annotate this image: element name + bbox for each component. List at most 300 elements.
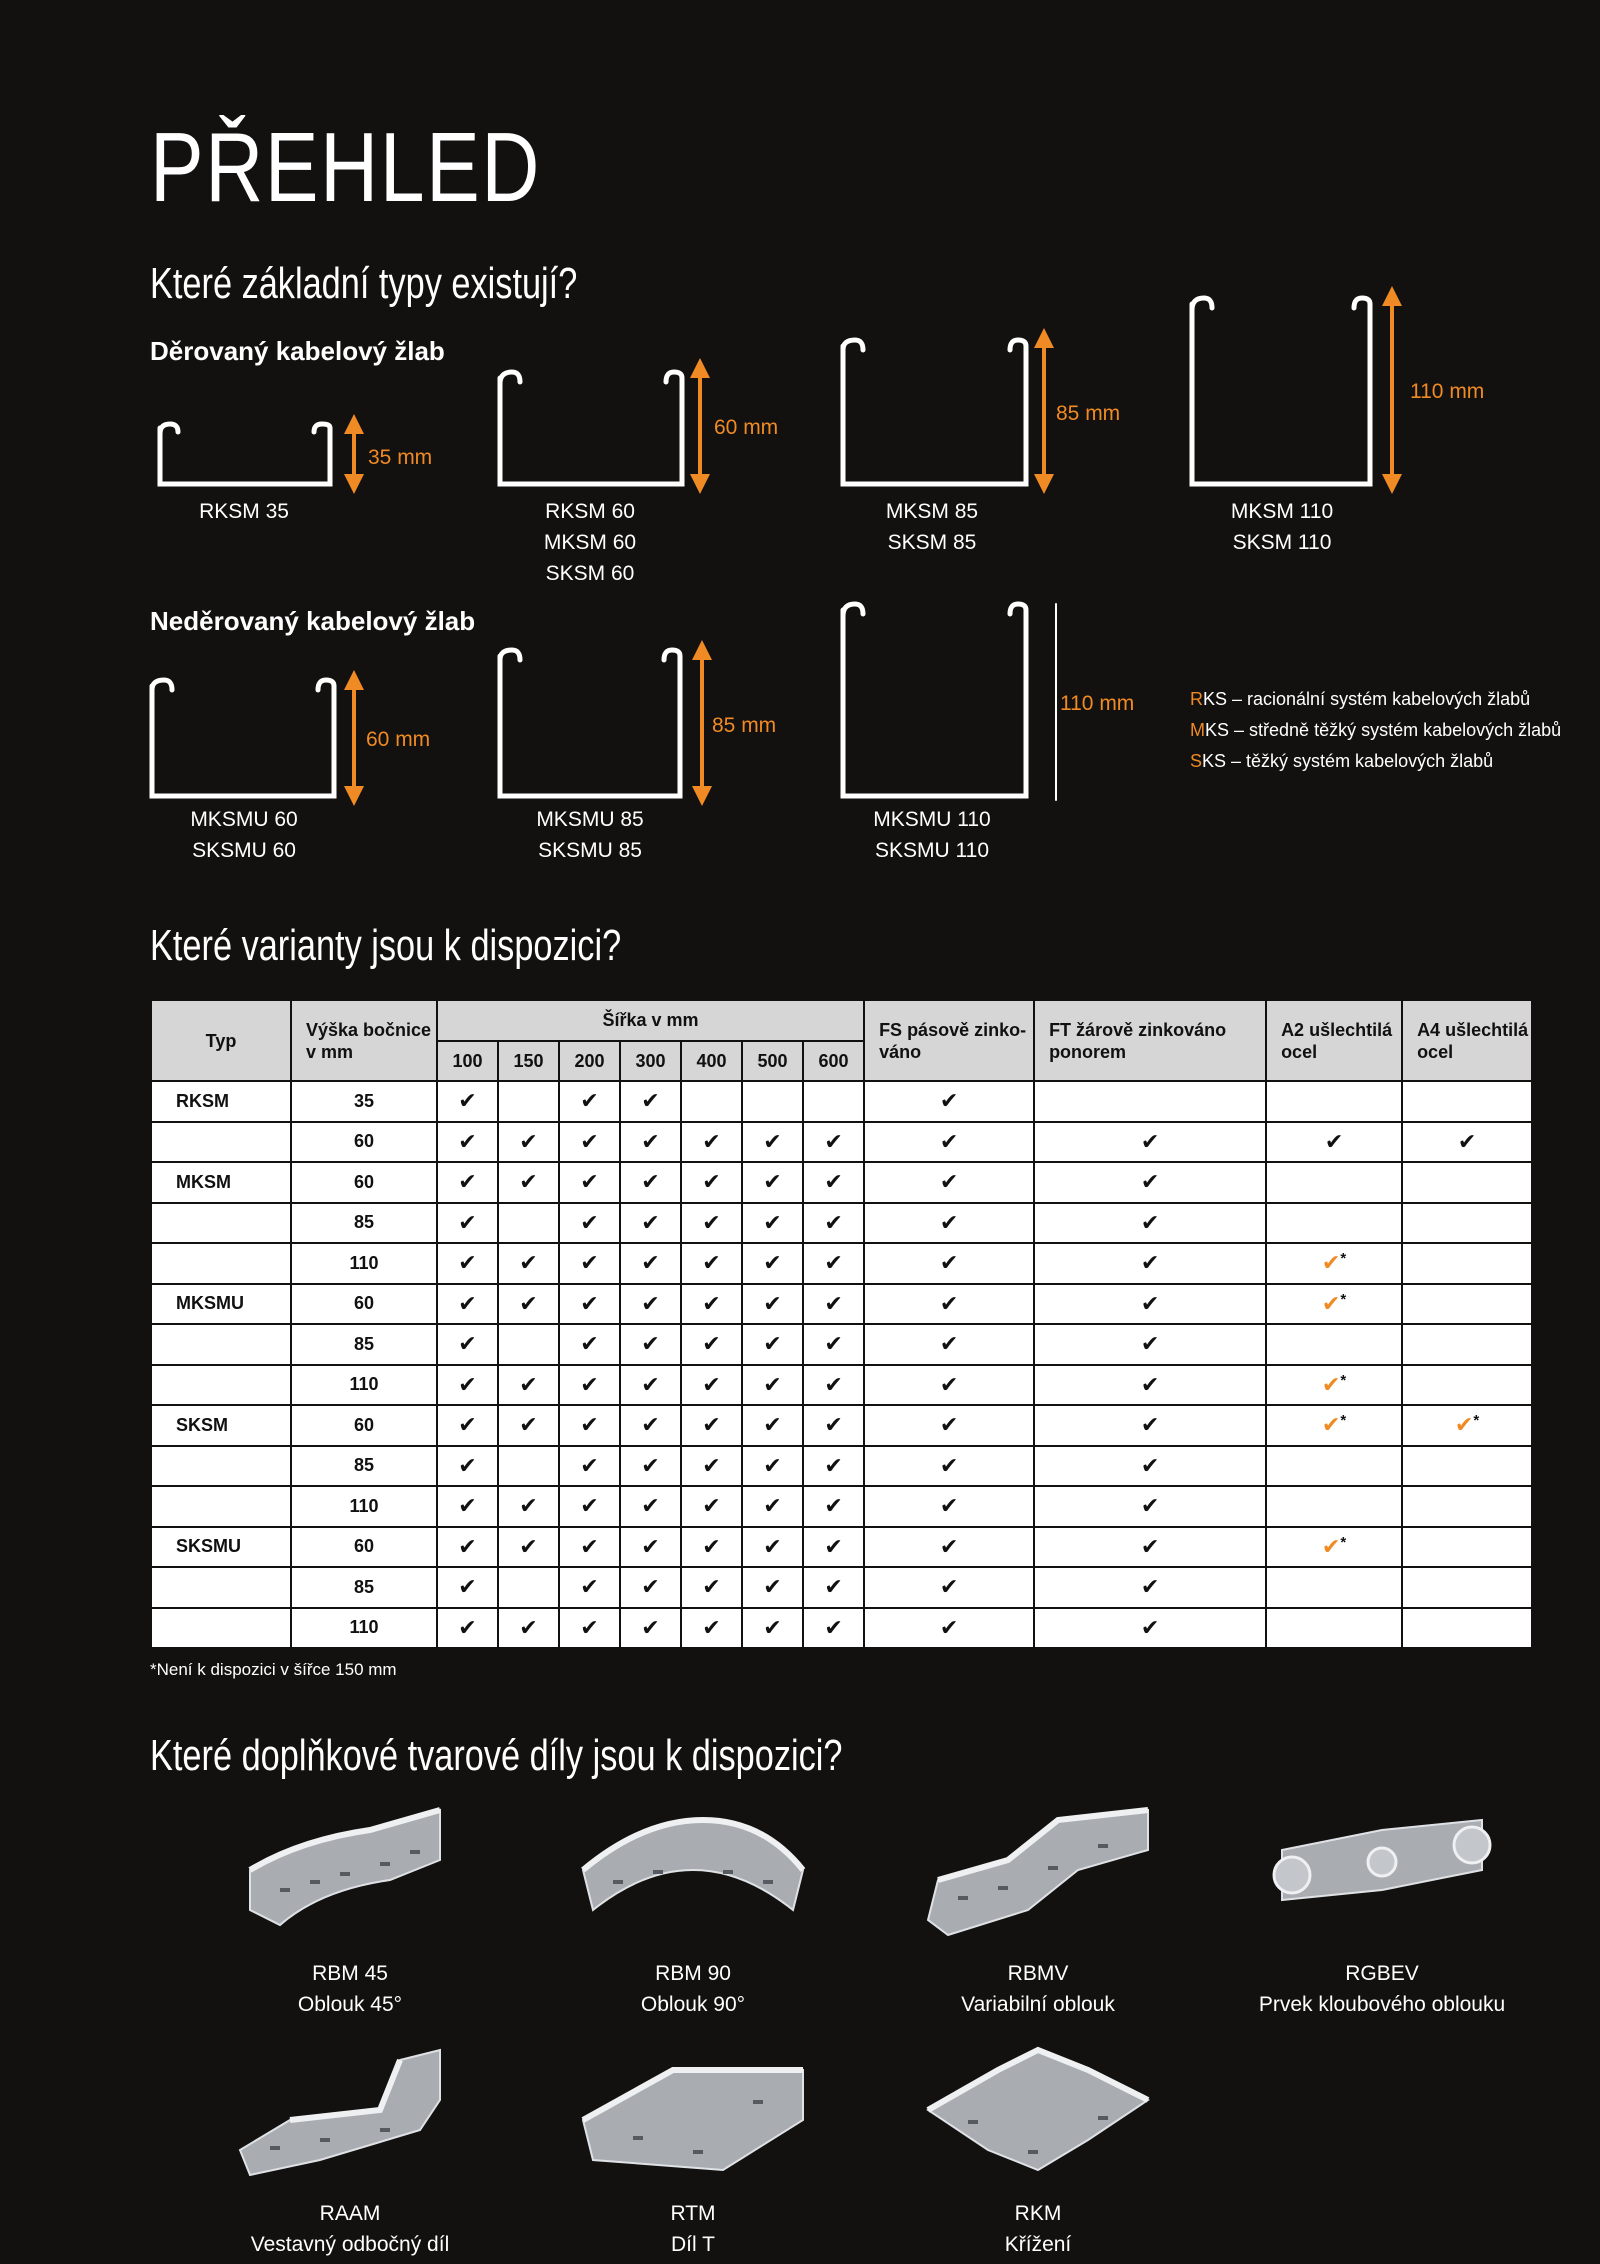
dim-60: 60 mm	[714, 416, 779, 439]
check-icon: ✔	[1140, 1574, 1160, 1600]
profile-label: RKSM 35	[199, 500, 289, 523]
width-cell	[620, 1081, 681, 1122]
check-icon: ✔	[824, 1493, 843, 1519]
col-a4: A4 ušlechtilá ocel	[1402, 1000, 1532, 1081]
check-icon: ✔	[641, 1412, 660, 1438]
width-cell	[803, 1081, 864, 1122]
row-height: 60	[291, 1122, 437, 1163]
part-rkm: RKM Křížení	[868, 2040, 1208, 2260]
dim-u110: 110 mm	[1060, 692, 1135, 715]
a4-cell	[1402, 1608, 1532, 1649]
a4-cell	[1402, 1527, 1532, 1568]
a2-cell	[1266, 1567, 1402, 1608]
check-icon: ✔	[1140, 1331, 1160, 1357]
a2-cell	[1266, 1162, 1402, 1203]
a4-cell	[1402, 1122, 1532, 1163]
width-cell	[803, 1243, 864, 1284]
ft-cell	[1034, 1527, 1266, 1568]
bend-45-icon	[240, 1800, 460, 1940]
width-cell	[498, 1446, 559, 1487]
row-height: 110	[291, 1608, 437, 1649]
check-icon: ✔	[458, 1574, 477, 1600]
width-cell	[559, 1162, 620, 1203]
part-rbm90: RBM 90 Oblouk 90°	[523, 1800, 863, 2020]
row-height: 60	[291, 1405, 437, 1446]
width-cell	[620, 1608, 681, 1649]
fs-cell	[864, 1243, 1034, 1284]
check-icon: ✔	[580, 1412, 599, 1438]
types-heading: Které základní typy existují?	[150, 259, 578, 308]
check-icon: ✔	[763, 1452, 782, 1478]
row-height: 85	[291, 1324, 437, 1365]
width-cell	[742, 1608, 803, 1649]
check-icon: ✔	[939, 1250, 959, 1276]
check-icon: ✔	[763, 1371, 782, 1397]
fs-cell	[864, 1608, 1034, 1649]
width-cell	[681, 1567, 742, 1608]
width-cell	[498, 1081, 559, 1122]
check-icon: ✔	[458, 1371, 477, 1397]
table-row	[151, 1203, 1532, 1244]
check-icon: ✔	[702, 1574, 721, 1600]
width-cell	[620, 1122, 681, 1163]
width-cell	[498, 1365, 559, 1406]
width-cell	[437, 1162, 498, 1203]
width-cell	[559, 1081, 620, 1122]
width-cell	[742, 1122, 803, 1163]
width-cell	[437, 1365, 498, 1406]
check-icon: ✔	[824, 1574, 843, 1600]
a4-cell	[1402, 1081, 1532, 1122]
profile-label: RKSM 60 MKSM 60 SKSM 60	[543, 500, 637, 585]
row-height: 85	[291, 1203, 437, 1244]
part-rtm: RTM Díl T	[523, 2040, 863, 2260]
width-cell	[681, 1527, 742, 1568]
a4-cell	[1402, 1567, 1532, 1608]
width-cell	[742, 1243, 803, 1284]
table-row	[151, 1081, 1532, 1122]
col-width-500: 500	[742, 1041, 803, 1082]
width-cell	[559, 1122, 620, 1163]
check-icon: ✔	[702, 1290, 721, 1316]
check-icon: ✔	[641, 1088, 660, 1114]
width-cell	[742, 1527, 803, 1568]
width-cell	[803, 1527, 864, 1568]
check-icon: ✔	[519, 1128, 538, 1154]
a2-cell	[1266, 1203, 1402, 1244]
type-legend: RKS – racionální systém kabelových žlabů MKS – středně těžký systém kabelových žlabů SKS – těžký systém kabelových žlabů	[1190, 689, 1562, 771]
width-cell	[559, 1486, 620, 1527]
width-cell	[803, 1324, 864, 1365]
a2-cell	[1266, 1122, 1402, 1163]
check-icon: ✔	[641, 1169, 660, 1195]
check-icon: ✔	[763, 1574, 782, 1600]
row-height: 110	[291, 1486, 437, 1527]
a4-cell	[1402, 1446, 1532, 1487]
dim-35: 35 mm	[368, 446, 433, 469]
check-icon: ✔	[702, 1209, 721, 1235]
check-icon: ✔	[702, 1452, 721, 1478]
check-icon: ✔	[939, 1128, 959, 1154]
check-icon: ✔	[1140, 1209, 1160, 1235]
check-icon: ✔	[458, 1452, 477, 1478]
cross-piece-icon	[918, 2040, 1158, 2180]
check-icon: ✔	[641, 1250, 660, 1276]
check-icon: ✔	[519, 1412, 538, 1438]
check-icon: ✔	[519, 1290, 538, 1316]
asterisk-mark: *	[1473, 1412, 1480, 1430]
a4-cell	[1402, 1162, 1532, 1203]
check-icon: ✔	[1457, 1128, 1477, 1154]
check-icon: ✔	[824, 1250, 843, 1276]
a2-cell	[1266, 1365, 1402, 1406]
col-height: Výška bočnice v mm	[291, 1000, 437, 1081]
width-cell	[620, 1405, 681, 1446]
width-cell	[742, 1284, 803, 1325]
width-cell	[681, 1243, 742, 1284]
check-icon: ✔	[458, 1250, 477, 1276]
fs-cell	[864, 1365, 1034, 1406]
ft-cell	[1034, 1324, 1266, 1365]
fs-cell	[864, 1122, 1034, 1163]
row-type	[151, 1365, 291, 1406]
parts-heading: Které doplňkové tvarové díly jsou k dispozici?	[150, 1731, 843, 1780]
fs-cell	[864, 1324, 1034, 1365]
check-icon: ✔	[824, 1128, 843, 1154]
width-cell	[498, 1122, 559, 1163]
check-icon: ✔	[939, 1614, 959, 1640]
check-icon: ✔	[1140, 1452, 1160, 1478]
col-width-600: 600	[803, 1041, 864, 1082]
width-cell	[803, 1446, 864, 1487]
fs-cell	[864, 1203, 1034, 1244]
width-cell	[803, 1608, 864, 1649]
check-icon: ✔	[702, 1331, 721, 1357]
row-height: 85	[291, 1567, 437, 1608]
a4-cell	[1402, 1203, 1532, 1244]
width-cell	[437, 1284, 498, 1325]
fs-cell	[864, 1405, 1034, 1446]
width-cell	[620, 1324, 681, 1365]
col-ft: FT žárově zinkováno ponorem	[1034, 1000, 1266, 1081]
check-icon: ✔	[519, 1493, 538, 1519]
ft-cell	[1034, 1567, 1266, 1608]
check-icon: ✔	[641, 1533, 660, 1559]
table-row	[151, 1243, 1532, 1284]
check-icon: ✔	[824, 1331, 843, 1357]
check-icon: ✔	[641, 1371, 660, 1397]
profile-label: MKSM 85 SKSM 85	[885, 500, 979, 554]
variants-heading: Které varianty jsou k dispozici?	[150, 921, 622, 970]
a2-cell	[1266, 1446, 1402, 1487]
profile-mksm85	[843, 340, 1026, 484]
dim-85: 85 mm	[1056, 402, 1121, 425]
width-cell	[803, 1122, 864, 1163]
width-cell	[742, 1446, 803, 1487]
profile-label: MKSMU 110 SKSMU 110	[873, 808, 991, 862]
width-cell	[559, 1405, 620, 1446]
profile-mksmu110	[843, 604, 1026, 796]
col-width-200: 200	[559, 1041, 620, 1082]
check-icon: ✔	[580, 1493, 599, 1519]
check-icon: ✔	[519, 1250, 538, 1276]
width-cell	[803, 1567, 864, 1608]
width-cell	[498, 1567, 559, 1608]
table-row	[151, 1405, 1532, 1446]
profile-label: MKSMU 60 SKSMU 60	[190, 808, 298, 862]
col-width: Šířka v mm	[437, 1000, 864, 1041]
check-icon: ✔	[580, 1574, 599, 1600]
width-cell	[620, 1567, 681, 1608]
page-title: PŘEHLED	[150, 112, 542, 222]
tee-piece-icon	[573, 2040, 813, 2180]
check-icon: ✔	[763, 1209, 782, 1235]
width-cell	[498, 1324, 559, 1365]
ft-cell	[1034, 1608, 1266, 1649]
width-cell	[437, 1243, 498, 1284]
profile-rksm35	[160, 424, 330, 484]
check-icon: ✔	[939, 1533, 959, 1559]
row-height: 60	[291, 1284, 437, 1325]
row-type: RKSM	[151, 1081, 291, 1122]
a2-cell	[1266, 1486, 1402, 1527]
dim-u60: 60 mm	[366, 728, 431, 751]
variable-bend-icon	[918, 1800, 1158, 1940]
check-icon: ✔	[1321, 1412, 1341, 1438]
table-row	[151, 1162, 1532, 1203]
check-icon: ✔	[519, 1533, 538, 1559]
fs-cell	[864, 1527, 1034, 1568]
width-cell	[620, 1203, 681, 1244]
a2-cell	[1266, 1324, 1402, 1365]
check-icon: ✔	[1321, 1533, 1341, 1559]
check-icon: ✔	[641, 1128, 660, 1154]
check-icon: ✔	[939, 1574, 959, 1600]
check-icon: ✔	[939, 1412, 959, 1438]
check-icon: ✔	[458, 1169, 477, 1195]
ft-cell	[1034, 1122, 1266, 1163]
non-perforated-heading: Neděrovaný kabelový žlab	[150, 606, 476, 636]
width-cell	[559, 1284, 620, 1325]
width-cell	[498, 1243, 559, 1284]
a4-cell	[1402, 1284, 1532, 1325]
row-type	[151, 1486, 291, 1527]
check-icon: ✔	[763, 1493, 782, 1519]
check-icon: ✔	[763, 1250, 782, 1276]
row-type: SKSMU	[151, 1527, 291, 1568]
check-icon: ✔	[641, 1614, 660, 1640]
check-icon: ✔	[1140, 1614, 1160, 1640]
check-icon: ✔	[458, 1331, 477, 1357]
row-type	[151, 1122, 291, 1163]
width-cell	[437, 1203, 498, 1244]
width-cell	[803, 1162, 864, 1203]
part-raam: RAAM Vestavný odbočný díl	[180, 2040, 520, 2260]
check-icon: ✔	[580, 1290, 599, 1316]
ft-cell	[1034, 1243, 1266, 1284]
check-icon: ✔	[458, 1290, 477, 1316]
width-cell	[620, 1365, 681, 1406]
check-icon: ✔	[458, 1209, 477, 1235]
part-rgbev: RGBEV Prvek kloubového oblouku	[1212, 1800, 1552, 2020]
check-icon: ✔	[702, 1493, 721, 1519]
check-icon: ✔	[824, 1452, 843, 1478]
check-icon: ✔	[580, 1169, 599, 1195]
table-row	[151, 1365, 1532, 1406]
check-icon: ✔	[702, 1412, 721, 1438]
check-icon: ✔	[939, 1209, 959, 1235]
check-icon: ✔	[580, 1209, 599, 1235]
width-cell	[559, 1203, 620, 1244]
width-cell	[498, 1405, 559, 1446]
check-icon: ✔	[939, 1088, 959, 1114]
width-cell	[437, 1405, 498, 1446]
col-width-300: 300	[620, 1041, 681, 1082]
row-type	[151, 1608, 291, 1649]
col-width-400: 400	[681, 1041, 742, 1082]
check-icon: ✔	[1140, 1493, 1160, 1519]
part-rbmv: RBMV Variabilní oblouk	[868, 1800, 1208, 2020]
a2-cell	[1266, 1527, 1402, 1568]
check-icon: ✔	[1321, 1371, 1341, 1397]
check-icon: ✔	[939, 1452, 959, 1478]
profile-mksmu85	[500, 650, 680, 796]
profile-label: MKSMU 85 SKSMU 85	[536, 808, 644, 862]
row-height: 85	[291, 1446, 437, 1487]
width-cell	[437, 1081, 498, 1122]
asterisk-mark: *	[1340, 1371, 1347, 1389]
dim-110: 110 mm	[1410, 380, 1485, 403]
check-icon: ✔	[1321, 1290, 1341, 1316]
width-cell	[803, 1203, 864, 1244]
row-type	[151, 1243, 291, 1284]
a2-cell	[1266, 1405, 1402, 1446]
check-icon: ✔	[1324, 1128, 1344, 1154]
table-row	[151, 1608, 1532, 1649]
row-height: 110	[291, 1243, 437, 1284]
check-icon: ✔	[1321, 1250, 1341, 1276]
ft-cell	[1034, 1446, 1266, 1487]
width-cell	[803, 1365, 864, 1406]
perforated-heading: Děrovaný kabelový žlab	[150, 336, 445, 366]
check-icon: ✔	[641, 1574, 660, 1600]
width-cell	[681, 1122, 742, 1163]
width-cell	[498, 1203, 559, 1244]
ft-cell	[1034, 1162, 1266, 1203]
check-icon: ✔	[824, 1533, 843, 1559]
check-icon: ✔	[702, 1371, 721, 1397]
check-icon: ✔	[1140, 1250, 1160, 1276]
a4-cell	[1402, 1405, 1532, 1446]
check-icon: ✔	[702, 1614, 721, 1640]
check-icon: ✔	[519, 1614, 538, 1640]
check-icon: ✔	[641, 1209, 660, 1235]
row-type	[151, 1567, 291, 1608]
width-cell	[681, 1284, 742, 1325]
check-icon: ✔	[702, 1128, 721, 1154]
width-cell	[742, 1365, 803, 1406]
check-icon: ✔	[458, 1614, 477, 1640]
fs-cell	[864, 1284, 1034, 1325]
width-cell	[742, 1162, 803, 1203]
width-cell	[437, 1608, 498, 1649]
width-cell	[559, 1365, 620, 1406]
check-icon: ✔	[641, 1331, 660, 1357]
check-icon: ✔	[641, 1290, 660, 1316]
width-cell	[620, 1243, 681, 1284]
width-cell	[620, 1527, 681, 1568]
width-cell	[437, 1527, 498, 1568]
width-cell	[437, 1446, 498, 1487]
check-icon: ✔	[702, 1533, 721, 1559]
fs-cell	[864, 1486, 1034, 1527]
check-icon: ✔	[641, 1452, 660, 1478]
check-icon: ✔	[824, 1169, 843, 1195]
check-icon: ✔	[580, 1452, 599, 1478]
check-icon: ✔	[763, 1614, 782, 1640]
width-cell	[681, 1608, 742, 1649]
table-row	[151, 1122, 1532, 1163]
check-icon: ✔	[824, 1290, 843, 1316]
a4-cell	[1402, 1243, 1532, 1284]
col-width-100: 100	[437, 1041, 498, 1082]
a4-cell	[1402, 1486, 1532, 1527]
check-icon: ✔	[824, 1371, 843, 1397]
dim-u85: 85 mm	[712, 714, 777, 737]
row-height: 35	[291, 1081, 437, 1122]
check-icon: ✔	[519, 1371, 538, 1397]
check-icon: ✔	[641, 1493, 660, 1519]
width-cell	[742, 1081, 803, 1122]
a2-cell	[1266, 1243, 1402, 1284]
table-row	[151, 1324, 1532, 1365]
a4-cell	[1402, 1365, 1532, 1406]
width-cell	[681, 1162, 742, 1203]
width-cell	[620, 1486, 681, 1527]
check-icon: ✔	[939, 1493, 959, 1519]
a2-cell	[1266, 1284, 1402, 1325]
check-icon: ✔	[763, 1169, 782, 1195]
width-cell	[803, 1486, 864, 1527]
width-cell	[742, 1486, 803, 1527]
width-cell	[681, 1324, 742, 1365]
width-cell	[498, 1486, 559, 1527]
check-icon: ✔	[580, 1088, 599, 1114]
check-icon: ✔	[580, 1250, 599, 1276]
width-cell	[803, 1284, 864, 1325]
width-cell	[803, 1405, 864, 1446]
check-icon: ✔	[580, 1371, 599, 1397]
width-cell	[498, 1162, 559, 1203]
ft-cell	[1034, 1203, 1266, 1244]
col-width-150: 150	[498, 1041, 559, 1082]
check-icon: ✔	[939, 1331, 959, 1357]
row-type	[151, 1446, 291, 1487]
fs-cell	[864, 1567, 1034, 1608]
width-cell	[559, 1608, 620, 1649]
fs-cell	[864, 1446, 1034, 1487]
width-cell	[437, 1122, 498, 1163]
width-cell	[559, 1527, 620, 1568]
check-icon: ✔	[763, 1412, 782, 1438]
hinged-bend-icon	[1262, 1800, 1502, 1940]
check-icon: ✔	[824, 1209, 843, 1235]
check-icon: ✔	[580, 1331, 599, 1357]
variants-table	[150, 999, 1533, 1649]
profile-label: MKSM 110 SKSM 110	[1230, 500, 1334, 554]
width-cell	[681, 1081, 742, 1122]
col-fs: FS pásově zinko-váno	[864, 1000, 1034, 1081]
